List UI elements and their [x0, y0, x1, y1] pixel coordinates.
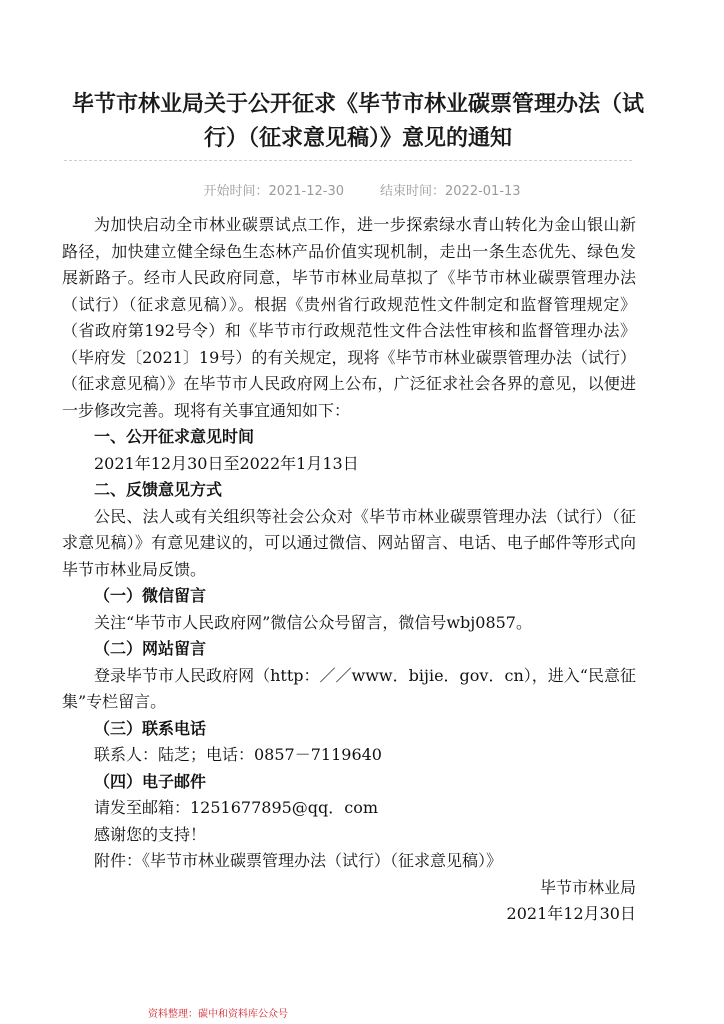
end-date: 结束时间：2022-01-13: [380, 184, 521, 199]
wechat-heading: （一）微信留言: [94, 586, 207, 605]
footer-note: 资料整理：碳中和资料库公众号: [148, 1009, 288, 1020]
section-1-text: 2021年12月30日至2022年1月13日: [94, 453, 359, 473]
title-divider: [64, 160, 632, 161]
phone-text: 联系人：陆芝；电话：0857－7119640: [94, 745, 382, 764]
section-1-heading: 一、公开征求意见时间: [94, 427, 255, 446]
wechat-text: 关注“毕节市人民政府网”微信公众号留言，微信号wbj0857。: [94, 612, 532, 632]
website-heading: （二）网站留言: [94, 639, 207, 658]
phone-heading: （三）联系电话: [94, 718, 207, 738]
page-title: 毕节市林业局关于公开征求《毕节市林业碳票管理办法（试行）（征求意见稿）》意见的通知: [71, 92, 644, 151]
signature-date: 2021年12月30日: [506, 904, 636, 923]
signature: 毕节市林业局: [539, 877, 636, 897]
attachment-text: 附件：《毕节市林业碳票管理办法（试行）（征求意见稿）》: [94, 851, 503, 870]
notice-body: [62, 212, 636, 928]
website-text: 登录毕节市人民政府网（http：／／www．bijie．gov．cn），进入“民意征集”专栏留言。: [62, 665, 636, 711]
section-2-text: 公民、法人或有关组织等社会公众对《毕节市林业碳票管理办法（试行）（征求意见稿）》有意见建议的，可以通过微信、网站留言、电话、电子邮件等形式向毕节市林业局反馈。: [62, 506, 636, 579]
email-heading: （四）电子邮件: [94, 771, 207, 791]
section-2-heading: 二、反馈意见方式: [94, 480, 223, 499]
email-text: 请发至邮箱：1251677895@qq．com: [94, 798, 379, 817]
start-date: 开始时间：2021-12-30: [203, 184, 344, 199]
date-range: [0, 180, 724, 199]
thanks-text: 感谢您的支持！: [94, 824, 207, 844]
intro-paragraph: 为加快启动全市林业碳票试点工作，进一步探索绿水青山转化为金山银山新路径，加快建立健全绿色生态林产品价值实现机制，走出一条生态优先、绿色发展新路子。经市人民政府同意，毕节市林业局草拟了《毕节市林业碳票管理办法（试行）（征求意见稿）》。根据《贵州省行政规范性文件制定和监督管理规定》（省政府第192号令）和《毕节市行政规范性文件合法性审核和监督管理办法》（毕府发〔2021〕19号）的有关规定，现将《毕节市林业碳票管理办法（试行）（征求意见稿）》在毕节市人民政府网上公布，广泛征求社会各界的意见，以便进一步修改完善。现将有关事宜通知如下：: [62, 215, 636, 420]
